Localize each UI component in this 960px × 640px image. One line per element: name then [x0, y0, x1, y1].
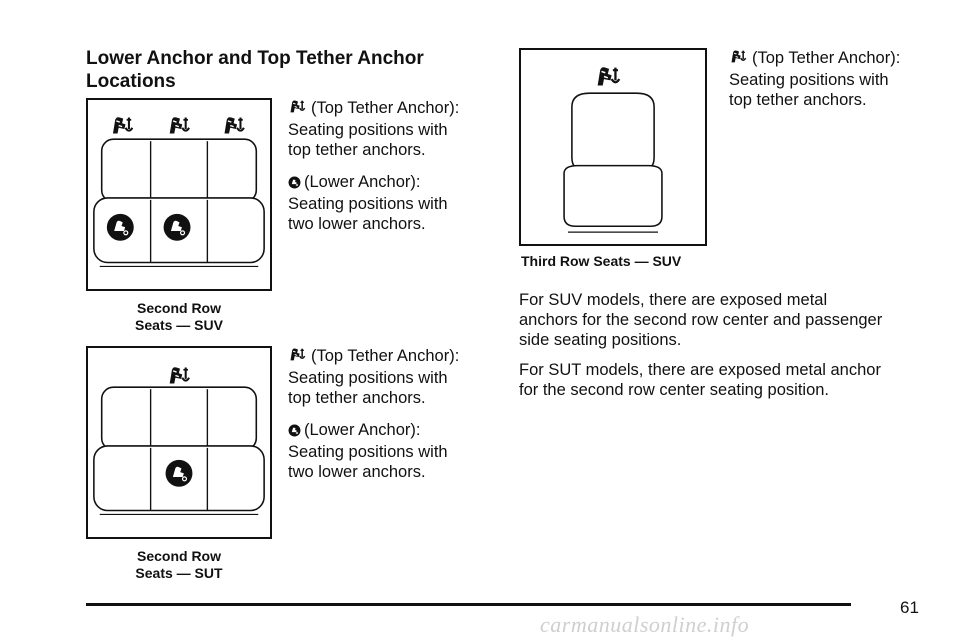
figure-second-row-suv [86, 98, 272, 291]
lower-anchor-icon [288, 174, 301, 194]
lower-anchor-icon [107, 214, 134, 241]
tether-anchor-icon [729, 48, 749, 70]
footer-rule [86, 603, 851, 606]
caption-second-row-sut: Second Row Seats — SUT [135, 548, 223, 581]
figure-second-row-sut [86, 346, 272, 539]
legend-third-row-suv: (Top Tether Anchor): Seating positions with top tether anchors. [729, 49, 901, 109]
lower-anchor-icon [288, 422, 301, 442]
body-text [519, 290, 939, 408]
page-number: 61 [900, 598, 919, 617]
tether-anchor-icon [288, 98, 308, 120]
legend-second-row-suv: (Top Tether Anchor): Seating positions with top tether anchors. (Lower Anchor): Seating positions with two lower anchors. [288, 99, 460, 233]
paragraph-sut: For SUT models, there are exposed metal anchor for the second row center seating position. [519, 361, 881, 399]
seat-diagram-second-row-sut [88, 348, 270, 537]
seat-diagram-third-row-suv [521, 50, 705, 244]
tether-anchor-icon [288, 346, 308, 368]
lower-anchor-icon [166, 460, 193, 487]
page-heading: Lower Anchor and Top Tether Anchor Locations [86, 48, 424, 92]
watermark: carmanualsonline.info [540, 612, 750, 637]
tether-anchor-icon [170, 117, 189, 133]
caption-second-row-suv: Second Row Seats — SUV [135, 300, 223, 333]
tether-anchor-icon [225, 117, 244, 133]
paragraph-suv: For SUV models, there are exposed metal anchors for the second row center and passenger side seating positions. [519, 291, 883, 349]
legend-second-row-sut: (Top Tether Anchor): Seating positions with top tether anchors. (Lower Anchor): Seating positions with two lower anchors. [288, 347, 460, 481]
tether-anchor-icon [113, 117, 132, 133]
seat-diagram-second-row-suv [88, 100, 270, 289]
tether-anchor-icon [170, 367, 189, 383]
tether-anchor-icon [598, 67, 620, 85]
figure-third-row-suv [519, 48, 707, 246]
caption-third-row-suv: Third Row Seats — SUV [521, 253, 682, 269]
lower-anchor-icon [164, 214, 191, 241]
